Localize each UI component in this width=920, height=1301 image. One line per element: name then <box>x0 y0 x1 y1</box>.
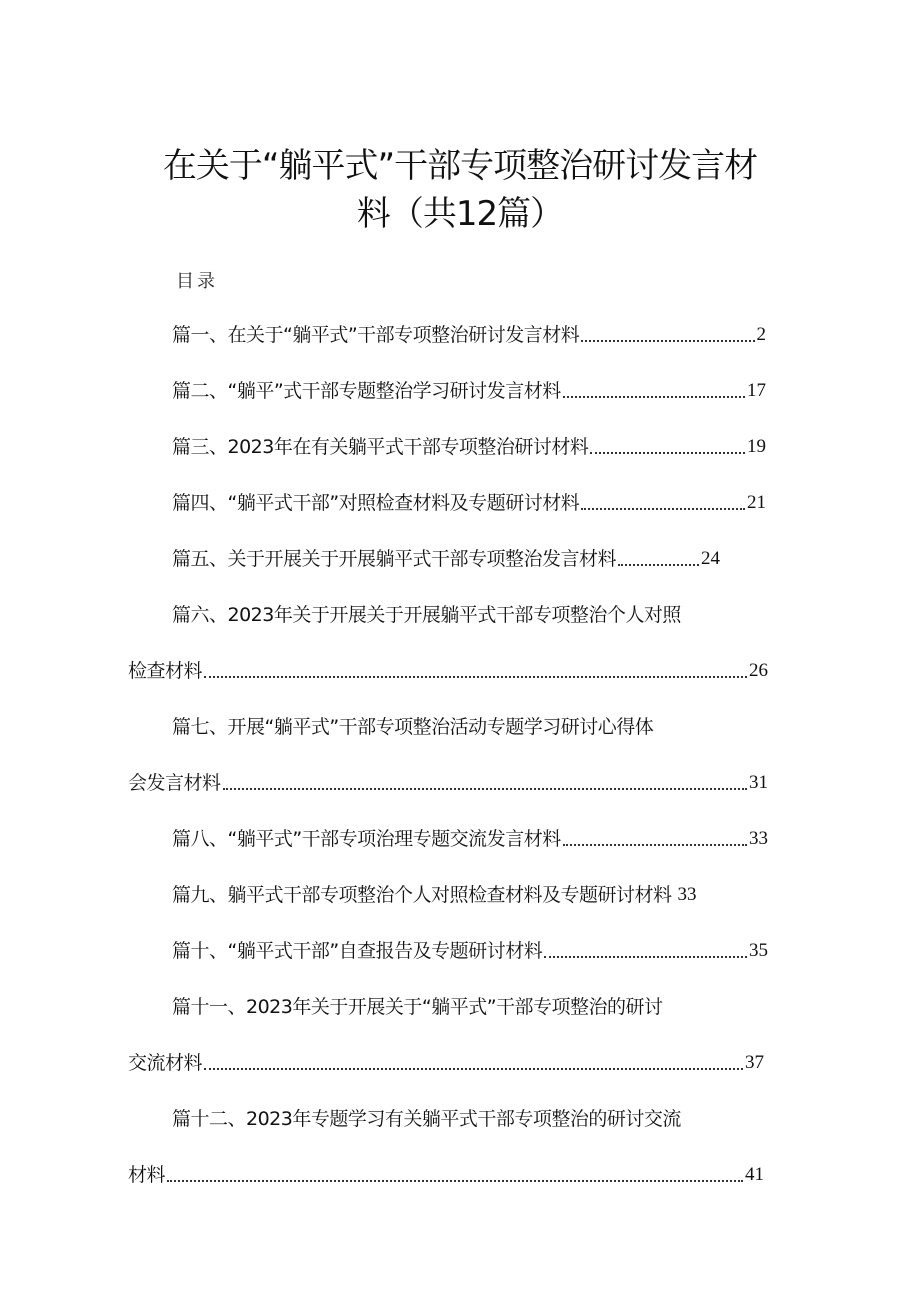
toc-entry-7[interactable] <box>128 768 768 798</box>
toc-entry-page: 17 <box>747 380 766 401</box>
toc-entry-label: 篇八、“躺平式”干部专项治理专题交流发言材料 <box>172 828 561 850</box>
toc-entry-3[interactable] <box>172 432 766 462</box>
toc-entry-11-line-1[interactable]: 篇十一、2023年关于开展关于“躺平式”干部专项整治的研讨 <box>172 996 663 1018</box>
toc-entry-page: 24 <box>701 548 720 569</box>
toc-entry-label: 交流材料 <box>128 1052 203 1074</box>
toc-entry-page: 21 <box>747 492 766 513</box>
toc-entry-page: 33 <box>677 884 697 905</box>
dot-leader <box>563 395 745 398</box>
toc-heading: 目录 <box>176 271 218 292</box>
document-title <box>130 142 790 238</box>
toc-entry-page: 41 <box>745 1164 764 1185</box>
title-line-1: 在关于“躺平式”干部专项整治研讨发言材 <box>162 146 758 186</box>
toc-entry-label: 检查材料 <box>128 660 203 682</box>
toc-entry-6[interactable] <box>128 656 768 686</box>
toc-entry-1[interactable] <box>172 320 766 350</box>
toc-entry-label: 篇一、在关于“躺平式”干部专项整治研讨发言材料 <box>172 324 580 346</box>
toc-entry-10[interactable] <box>172 936 768 966</box>
toc-entry-7-line-1[interactable]: 篇七、开展“躺平式”干部专项整治活动专题学习研讨心得体 <box>172 716 654 738</box>
dot-leader <box>590 451 745 454</box>
dot-leader <box>618 563 699 566</box>
toc-entry-11[interactable] <box>128 1048 764 1078</box>
dot-leader <box>167 1179 743 1182</box>
toc-entry-5[interactable] <box>172 544 720 574</box>
dot-leader <box>204 675 747 678</box>
dot-leader <box>563 843 747 846</box>
toc-entry-page: 35 <box>749 940 768 961</box>
dot-leader <box>581 507 745 510</box>
toc-entry-page: 19 <box>747 436 766 457</box>
dot-leader <box>544 955 747 958</box>
toc-entry-page: 37 <box>745 1052 764 1073</box>
toc-entry-label: 篇三、2023年在有关躺平式干部专项整治研讨材料 <box>172 436 589 458</box>
toc-entry-label: 篇四、“躺平式干部”对照检查材料及专题研讨材料 <box>172 492 580 514</box>
toc-entry-label: 篇二、“躺平”式干部专题整治学习研讨发言材料 <box>172 380 561 402</box>
toc-entry-label: 材料 <box>128 1164 166 1186</box>
toc-entry-2[interactable] <box>172 376 766 406</box>
toc-entry-label: 篇五、关于开展关于开展躺平式干部专项整治发言材料 <box>172 548 617 570</box>
toc-entry-page: 31 <box>749 772 768 793</box>
toc-entry-12-line-1[interactable]: 篇十二、2023年专题学习有关躺平式干部专项整治的研讨交流 <box>172 1108 681 1130</box>
toc-entry-label: 篇十、“躺平式干部”自查报告及专题研讨材料 <box>172 940 543 962</box>
toc-entry-label: 篇九、躺平式干部专项整治个人对照检查材料及专题研讨材料 <box>172 884 672 906</box>
dot-leader <box>223 787 747 790</box>
toc-entry-page: 2 <box>756 324 766 345</box>
dot-leader <box>204 1067 743 1070</box>
toc-entry-8[interactable] <box>172 824 768 854</box>
toc-entry-12[interactable] <box>128 1160 764 1190</box>
toc-entry-label: 会发言材料 <box>128 772 221 794</box>
toc-entry-6-line-1[interactable]: 篇六、2023年关于开展关于开展躺平式干部专项整治个人对照 <box>172 604 681 626</box>
toc-entry-page: 26 <box>749 660 768 681</box>
title-line-2: 料（共12篇） <box>356 194 564 234</box>
toc-entry-page: 33 <box>749 828 768 849</box>
toc-entry-9[interactable] <box>172 880 772 910</box>
dot-leader <box>581 339 754 342</box>
toc-entry-4[interactable] <box>172 488 766 518</box>
